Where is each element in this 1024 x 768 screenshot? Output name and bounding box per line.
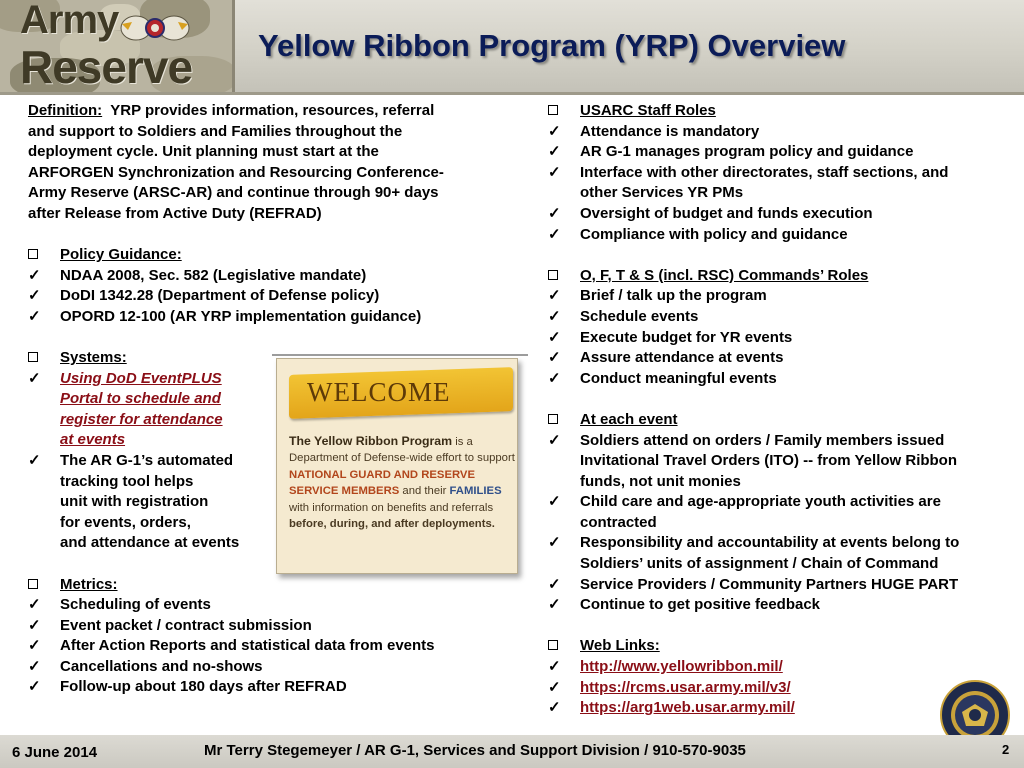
welcome-banner-text: WELCOME <box>307 377 451 407</box>
list-item: ✓ NDAA 2008, Sec. 582 (Legislative mandate) <box>28 266 518 287</box>
checkmark-icon: ✓ <box>548 163 561 181</box>
each-event-heading: At each event <box>548 410 1018 431</box>
square-bullet-icon <box>548 101 574 122</box>
checkmark-icon: ✓ <box>548 328 561 346</box>
definition-label: Definition: <box>28 102 103 119</box>
checkmark-icon: ✓ <box>28 266 41 284</box>
list-item: ✓ Conduct meaningful events <box>548 369 1018 390</box>
definition-line: Army Reserve (ARSC-AR) and continue through 90+ days <box>28 184 439 202</box>
list-item: ✓ Schedule events <box>548 307 1018 328</box>
checkmark-icon: ✓ <box>548 575 561 593</box>
list-item: ✓ Brief / talk up the program <box>548 286 1018 307</box>
list-item: ✓ Scheduling of events <box>28 595 518 616</box>
welcome-image <box>272 356 528 578</box>
rcms-link[interactable]: https://rcms.usar.army.mil/v3/ <box>580 678 791 696</box>
list-item: ✓ Event packet / contract submission <box>28 616 518 637</box>
square-bullet-icon <box>548 410 574 431</box>
eventplus-link[interactable]: Portal to schedule and <box>60 390 221 408</box>
list-item: ✓ Follow-up about 180 days after REFRAD <box>28 677 518 698</box>
systems-heading: Systems: <box>28 348 518 369</box>
slide-title: Yellow Ribbon Program (YRP) Overview <box>258 28 846 63</box>
checkmark-icon: ✓ <box>548 204 561 222</box>
checkmark-icon: ✓ <box>548 349 561 367</box>
army-wordmark: Army <box>20 0 119 42</box>
checkmark-icon: ✓ <box>28 637 41 655</box>
header-divider <box>232 0 235 92</box>
checkmark-icon: ✓ <box>28 307 41 325</box>
list-item: ✓ Interface with other directorates, staff sections, and other Services YR PMs <box>548 163 949 202</box>
list-item: ✓ AR G-1 manages program policy and guidance <box>548 142 1018 163</box>
eventplus-link[interactable]: register for attendance <box>60 410 223 428</box>
checkmark-icon: ✓ <box>28 287 41 305</box>
checkmark-icon: ✓ <box>28 678 41 696</box>
list-item: ✓ Oversight of budget and funds execution <box>548 204 1018 225</box>
list-item: ✓ OPORD 12-100 (AR YRP implementation guidance) <box>28 307 518 328</box>
definition-line: ARFORGEN Synchronization and Resourcing Conference- <box>28 163 444 181</box>
square-bullet-icon <box>28 245 54 266</box>
checkmark-icon: ✓ <box>548 143 561 161</box>
checkmark-icon: ✓ <box>548 369 561 387</box>
list-item: ✓ Assure attendance at events <box>548 348 1018 369</box>
checkmark-icon: ✓ <box>548 122 561 140</box>
slide-header <box>0 0 1024 92</box>
eventplus-link[interactable]: Using DoD EventPLUS <box>60 369 222 387</box>
eventplus-link[interactable]: at events <box>60 431 126 449</box>
definition-line: and support to Soldiers and Families throughout the <box>28 122 403 140</box>
checkmark-icon: ✓ <box>28 616 41 634</box>
left-column <box>28 101 518 225</box>
checkmark-icon: ✓ <box>548 287 561 305</box>
checkmark-icon: ✓ <box>28 596 41 614</box>
arg1web-link[interactable]: https://arg1web.usar.army.mil/ <box>580 699 795 717</box>
header-rule <box>0 92 1024 95</box>
footer-credit: Mr Terry Stegemeyer / AR G-1, Services and Support Division / 910-570-9035 <box>204 742 746 759</box>
checkmark-icon: ✓ <box>548 534 561 552</box>
checkmark-icon: ✓ <box>548 658 561 676</box>
list-item: ✓ DoDI 1342.28 (Department of Defense policy) <box>28 286 518 307</box>
welcome-description: The Yellow Ribbon Program is a Department of Defense-wide effort to support NATIONAL GUARD AND RESERVE SERVICE MEMBERS and their FAMILIES with information on benefits and referrals before, during, and after deployments. <box>289 434 515 531</box>
list-item: ✓ After Action Reports and statistical data from events <box>28 636 518 657</box>
square-bullet-icon <box>28 575 54 596</box>
page-number: 2 <box>1002 742 1010 757</box>
tracking-tool-item: ✓ The AR G-1’s automated tracking tool helps unit with registration for events, orders, and attendance at events <box>28 451 240 552</box>
reserve-wordmark: Reserve <box>20 41 193 92</box>
list-item: ✓ Responsibility and accountability at events belong to Soldiers’ units of assignment / Chain of Command <box>548 534 960 573</box>
right-column <box>548 101 1018 719</box>
checkmark-icon: ✓ <box>548 307 561 325</box>
checkmark-icon: ✓ <box>28 369 41 387</box>
welcome-card <box>276 358 518 574</box>
square-bullet-icon <box>28 348 54 369</box>
yellowribbon-link[interactable]: http://www.yellowribbon.mil/ <box>580 658 783 676</box>
square-bullet-icon <box>548 636 574 657</box>
checkmark-icon: ✓ <box>28 451 41 469</box>
list-item: ✓ Attendance is mandatory <box>548 122 1018 143</box>
web-links-heading: Web Links: <box>548 636 1018 657</box>
list-item: ✓ Execute budget for YR events <box>548 328 1018 349</box>
eagle-emblem-icon <box>120 10 190 44</box>
square-bullet-icon <box>548 266 574 287</box>
commands-heading: O, F, T & S (incl. RSC) Commands’ Roles <box>548 266 1018 287</box>
list-item <box>548 657 1018 678</box>
policy-heading: Policy Guidance: <box>28 245 518 266</box>
list-item: ✓ Cancellations and no-shows <box>28 657 518 678</box>
usarc-heading: USARC Staff Roles <box>548 101 1018 122</box>
checkmark-icon: ✓ <box>548 431 561 449</box>
definition-line: Definition: YRP provides information, resources, referral <box>28 102 435 119</box>
definition-line: after Release from Active Duty (REFRAD) <box>28 204 322 222</box>
checkmark-icon: ✓ <box>548 493 561 511</box>
definition-line: deployment cycle. Unit planning must start at the <box>28 143 379 161</box>
checkmark-icon: ✓ <box>548 225 561 243</box>
list-item: ✓ Soldiers attend on orders / Family members issued Invitational Travel Orders (ITO) -- from Yellow Ribbon funds, not unit monies <box>548 431 958 490</box>
list-item: ✓ Compliance with policy and guidance <box>548 225 1018 246</box>
checkmark-icon: ✓ <box>548 699 561 717</box>
metrics-heading: Metrics: <box>28 575 518 596</box>
list-item: ✓ Continue to get positive feedback <box>548 595 1018 616</box>
checkmark-icon: ✓ <box>548 596 561 614</box>
checkmark-icon: ✓ <box>28 657 41 675</box>
list-item: ✓ Service Providers / Community Partners HUGE PART <box>548 575 1018 596</box>
checkmark-icon: ✓ <box>548 678 561 696</box>
footer-date: 6 June 2014 <box>12 744 98 761</box>
list-item: ✓ Child care and age-appropriate youth activities are contracted <box>548 493 941 531</box>
